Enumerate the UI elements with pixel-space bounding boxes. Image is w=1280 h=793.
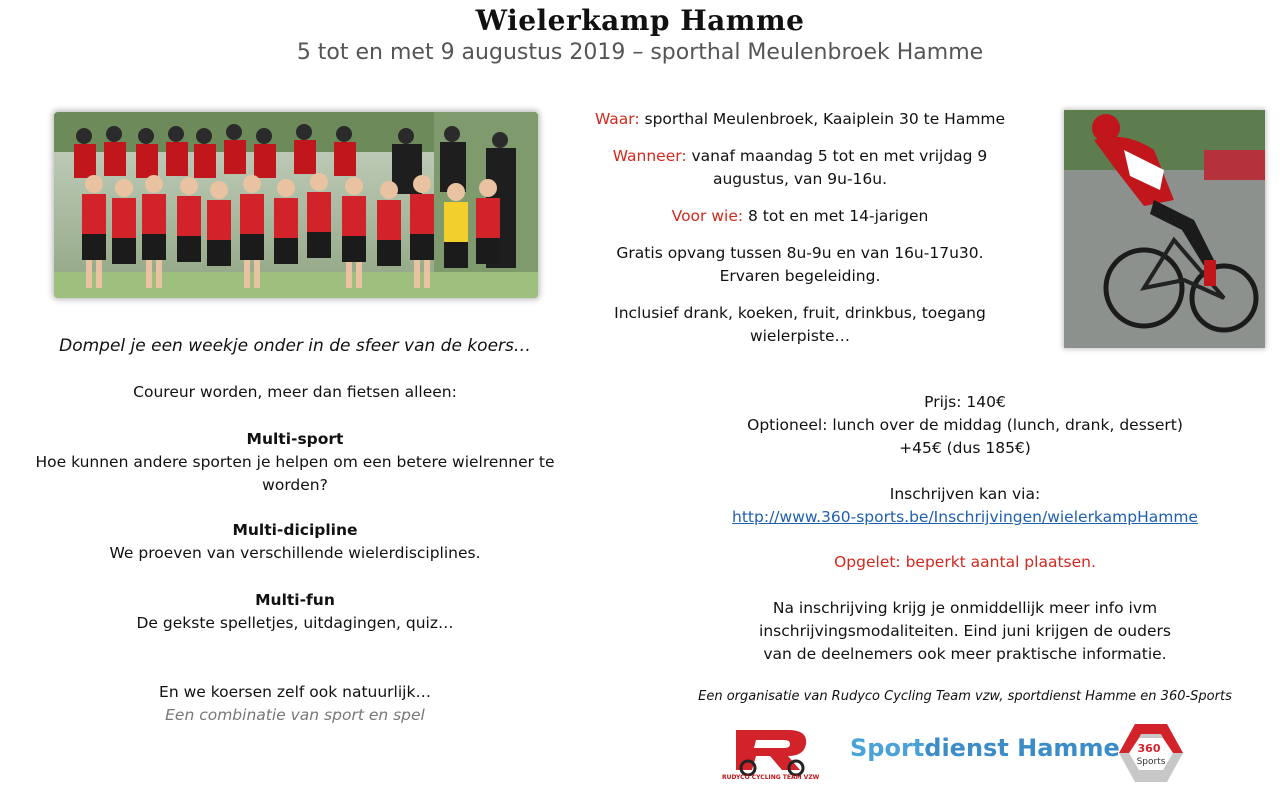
guidance-text: Ervaren begeleiding. (719, 267, 881, 285)
section-multi-fun (20, 589, 570, 635)
page-title: Wielerkamp Hamme (475, 4, 805, 37)
optional-price: +45€ (dus 185€) (899, 439, 1031, 457)
sports360-word: Sports (1136, 757, 1166, 767)
rudyco-logo-text: RUDYCO CYCLING TEAM VZW (722, 774, 820, 781)
closing-line: En we koersen zelf ook natuurlijk… (159, 683, 431, 701)
sportdienst-sport: Sport (850, 734, 925, 762)
section-heading: Multi-dicipline (232, 521, 358, 539)
section-heading: Multi-sport (246, 430, 344, 448)
included-line: Inclusief drank, koeken, fruit, drinkbus, toegang wielerpiste… (614, 304, 986, 345)
intro-text: Coureur worden, meer dan fietsen alleen: (133, 383, 457, 401)
where-label: Waar: (594, 110, 640, 128)
info-text (640, 597, 1280, 666)
when-line (580, 145, 1020, 191)
care-text: Gratis opvang tussen 8u-9u en van 16u-17u30. (616, 244, 984, 262)
signup-link[interactable]: http://www.360-sports.be/Inschrijvingen/wielerkampHamme (732, 508, 1198, 526)
section-multi-discipline (20, 519, 570, 565)
slogan: Dompel je een weekje onder in de sfeer van de koers… (59, 336, 531, 356)
price: Prijs: 140€ (924, 393, 1006, 411)
when-value: vanaf maandag 5 tot en met vrijdag 9 augustus, van 9u-16u. (686, 147, 988, 188)
team-photo-graphic (54, 112, 538, 298)
who-label: Voor wie: (671, 207, 744, 225)
sportdienst-logo (850, 734, 1120, 762)
section-text: De gekste spelletjes, uitdagingen, quiz… (136, 614, 454, 632)
price-block (640, 391, 1280, 460)
when-label: Wanneer: (612, 147, 687, 165)
sports360-logo (1115, 720, 1187, 786)
rudyco-logo (726, 724, 818, 776)
rider-photo (1064, 110, 1265, 348)
signup-label: Inschrijven kan via: (889, 485, 1041, 503)
who-line (580, 205, 1020, 228)
organisation-text: Een organisatie van Rudyco Cycling Team vzw, sportdienst Hamme en 360-Sports (698, 689, 1232, 704)
sports360-number: 360 (1137, 742, 1161, 755)
rider-photo-graphic (1064, 110, 1265, 348)
section-heading: Multi-fun (255, 591, 335, 609)
care-line (580, 242, 1020, 288)
optional-lunch: Optioneel: lunch over de middag (lunch, drank, dessert) (747, 416, 1183, 434)
section-text: Hoe kunnen andere sporten je helpen om een betere wielrenner te worden? (35, 453, 555, 494)
team-photo (54, 112, 538, 298)
where-value: sporthal Meulenbroek, Kaaiplein 30 te Hamme (639, 110, 1006, 128)
where-line (580, 108, 1020, 131)
signup-block (640, 483, 1280, 529)
sportdienst-rest: dienst Hamme (924, 734, 1120, 762)
logo-row (700, 716, 1260, 790)
closing-tagline: Een combinatie van sport en spel (165, 706, 425, 724)
who-value: 8 tot en met 14-jarigen (743, 207, 929, 225)
page-subtitle: 5 tot en met 9 augustus 2019 – sporthal Meulenbroek Hamme (296, 40, 984, 65)
info-paragraph: Na inschrijving krijg je onmiddellijk meer info ivm inschrijvingsmodaliteiten. Eind juni krijgen de ouders van de deelnemers ook meer praktische informatie. (759, 599, 1171, 663)
closing-block (20, 681, 570, 727)
section-text: We proeven van verschillende wielerdisciplines. (109, 544, 481, 562)
event-details (580, 108, 1020, 362)
warning-text: Opgelet: beperkt aantal plaatsen. (834, 553, 1096, 571)
section-multi-sport (20, 428, 570, 497)
